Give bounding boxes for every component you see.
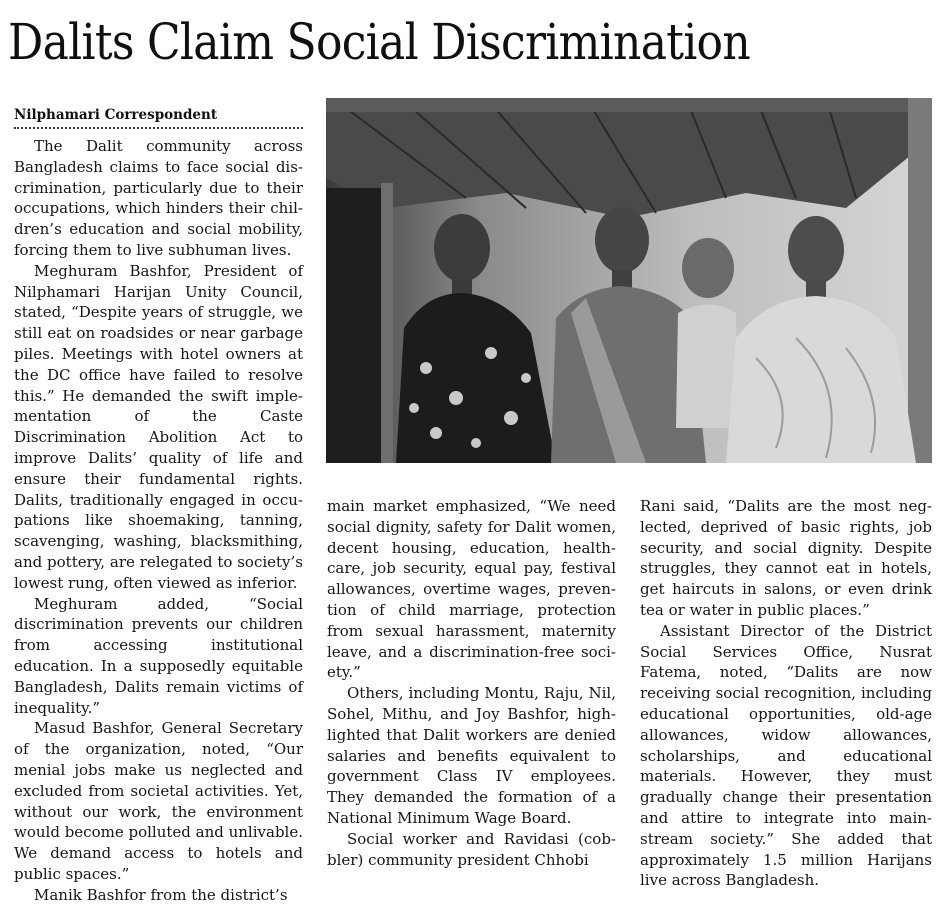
paragraph: Manik Bashfor from the district’s [34,885,288,904]
paragraph: The Dalit community across Bangladesh claims to face social discrimination, particularly due to their occupations, which hinders their children’s education and social mobility, forcing them to live subhuman lives. [14,137,303,259]
paragraph: Meghuram added, “Social discrimination prevents our children from accessing institutional education. In a supposedly equitable Bangladesh, Dalits remain victims of inequality.” [14,594,303,717]
paragraph: Social worker and Ravidasi (cobbler) community president Chhobi [327,829,616,869]
paragraph: main market emphasized, “We need social dignity, safety for Dalit women, decent housing, education, healthcare, job security, equal pay, festival allowances, overtime wages, prevention of child marriage, protection from sexual harassment, maternity leave, and a discrimination-free society.” [327,497,616,682]
photo-women-and-child [326,98,932,463]
paragraph: Meghuram Bashfor, President of Nilphamari Harijan Unity Council, stated, “Despite years of struggle, we still eat on roadsides or near garbage piles. Meetings with hotel owners at the DC office have failed to resolve this.” He demanded the swift implementation of the Caste Discrimination Abolition Act to improve Dalits’ quality of life and ensure their fundamental rights. Dalits, traditionally engaged in occupations like shoemaking, tanning, scavenging, washing, blacksmithing, and pottery, are relegated to society’s lowest rung, often viewed as inferior. [14,261,303,592]
paragraph: Others, including Montu, Raju, Nil, Sohel, Mithu, and Joy Bashfor, highlighted that Dalit workers are denied salaries and benefits equivalent to government Class IV employees. They demanded the formation of a National Minimum Wage Board. [327,684,616,827]
article-column-2 [327,496,616,870]
paragraph: Masud Bashfor, General Secretary of the organization, noted, “Our menial jobs make us neglected and excluded from societal activities. Yet, without our work, the environment would become polluted and unlivable. We demand access to hotels and public spaces.” [14,719,303,883]
article-column-1 [14,136,303,905]
byline: Nilphamari Correspondent [14,106,303,129]
article-column-3 [640,496,932,891]
news-photo [326,98,932,463]
paragraph: Assistant Director of the District Social Services Office, Nusrat Fatema, noted, “Dalits are now receiving social recognition, including educational opportunities, old-age allowances, widow allowances, scholarships, and educational materials. However, they must gradually change their presentation and attire to integrate into mainstream society.” She added that approximately 1.5 million Harijans live across Bangladesh. [640,621,932,890]
paragraph: Rani said, “Dalits are the most neglected, deprived of basic rights, job security, and social dignity. Despite struggles, they cannot eat in hotels, get haircuts in salons, or even drink tea or water in public places.” [640,497,932,619]
headline: Dalits Claim Social Discrimination [8,13,750,71]
